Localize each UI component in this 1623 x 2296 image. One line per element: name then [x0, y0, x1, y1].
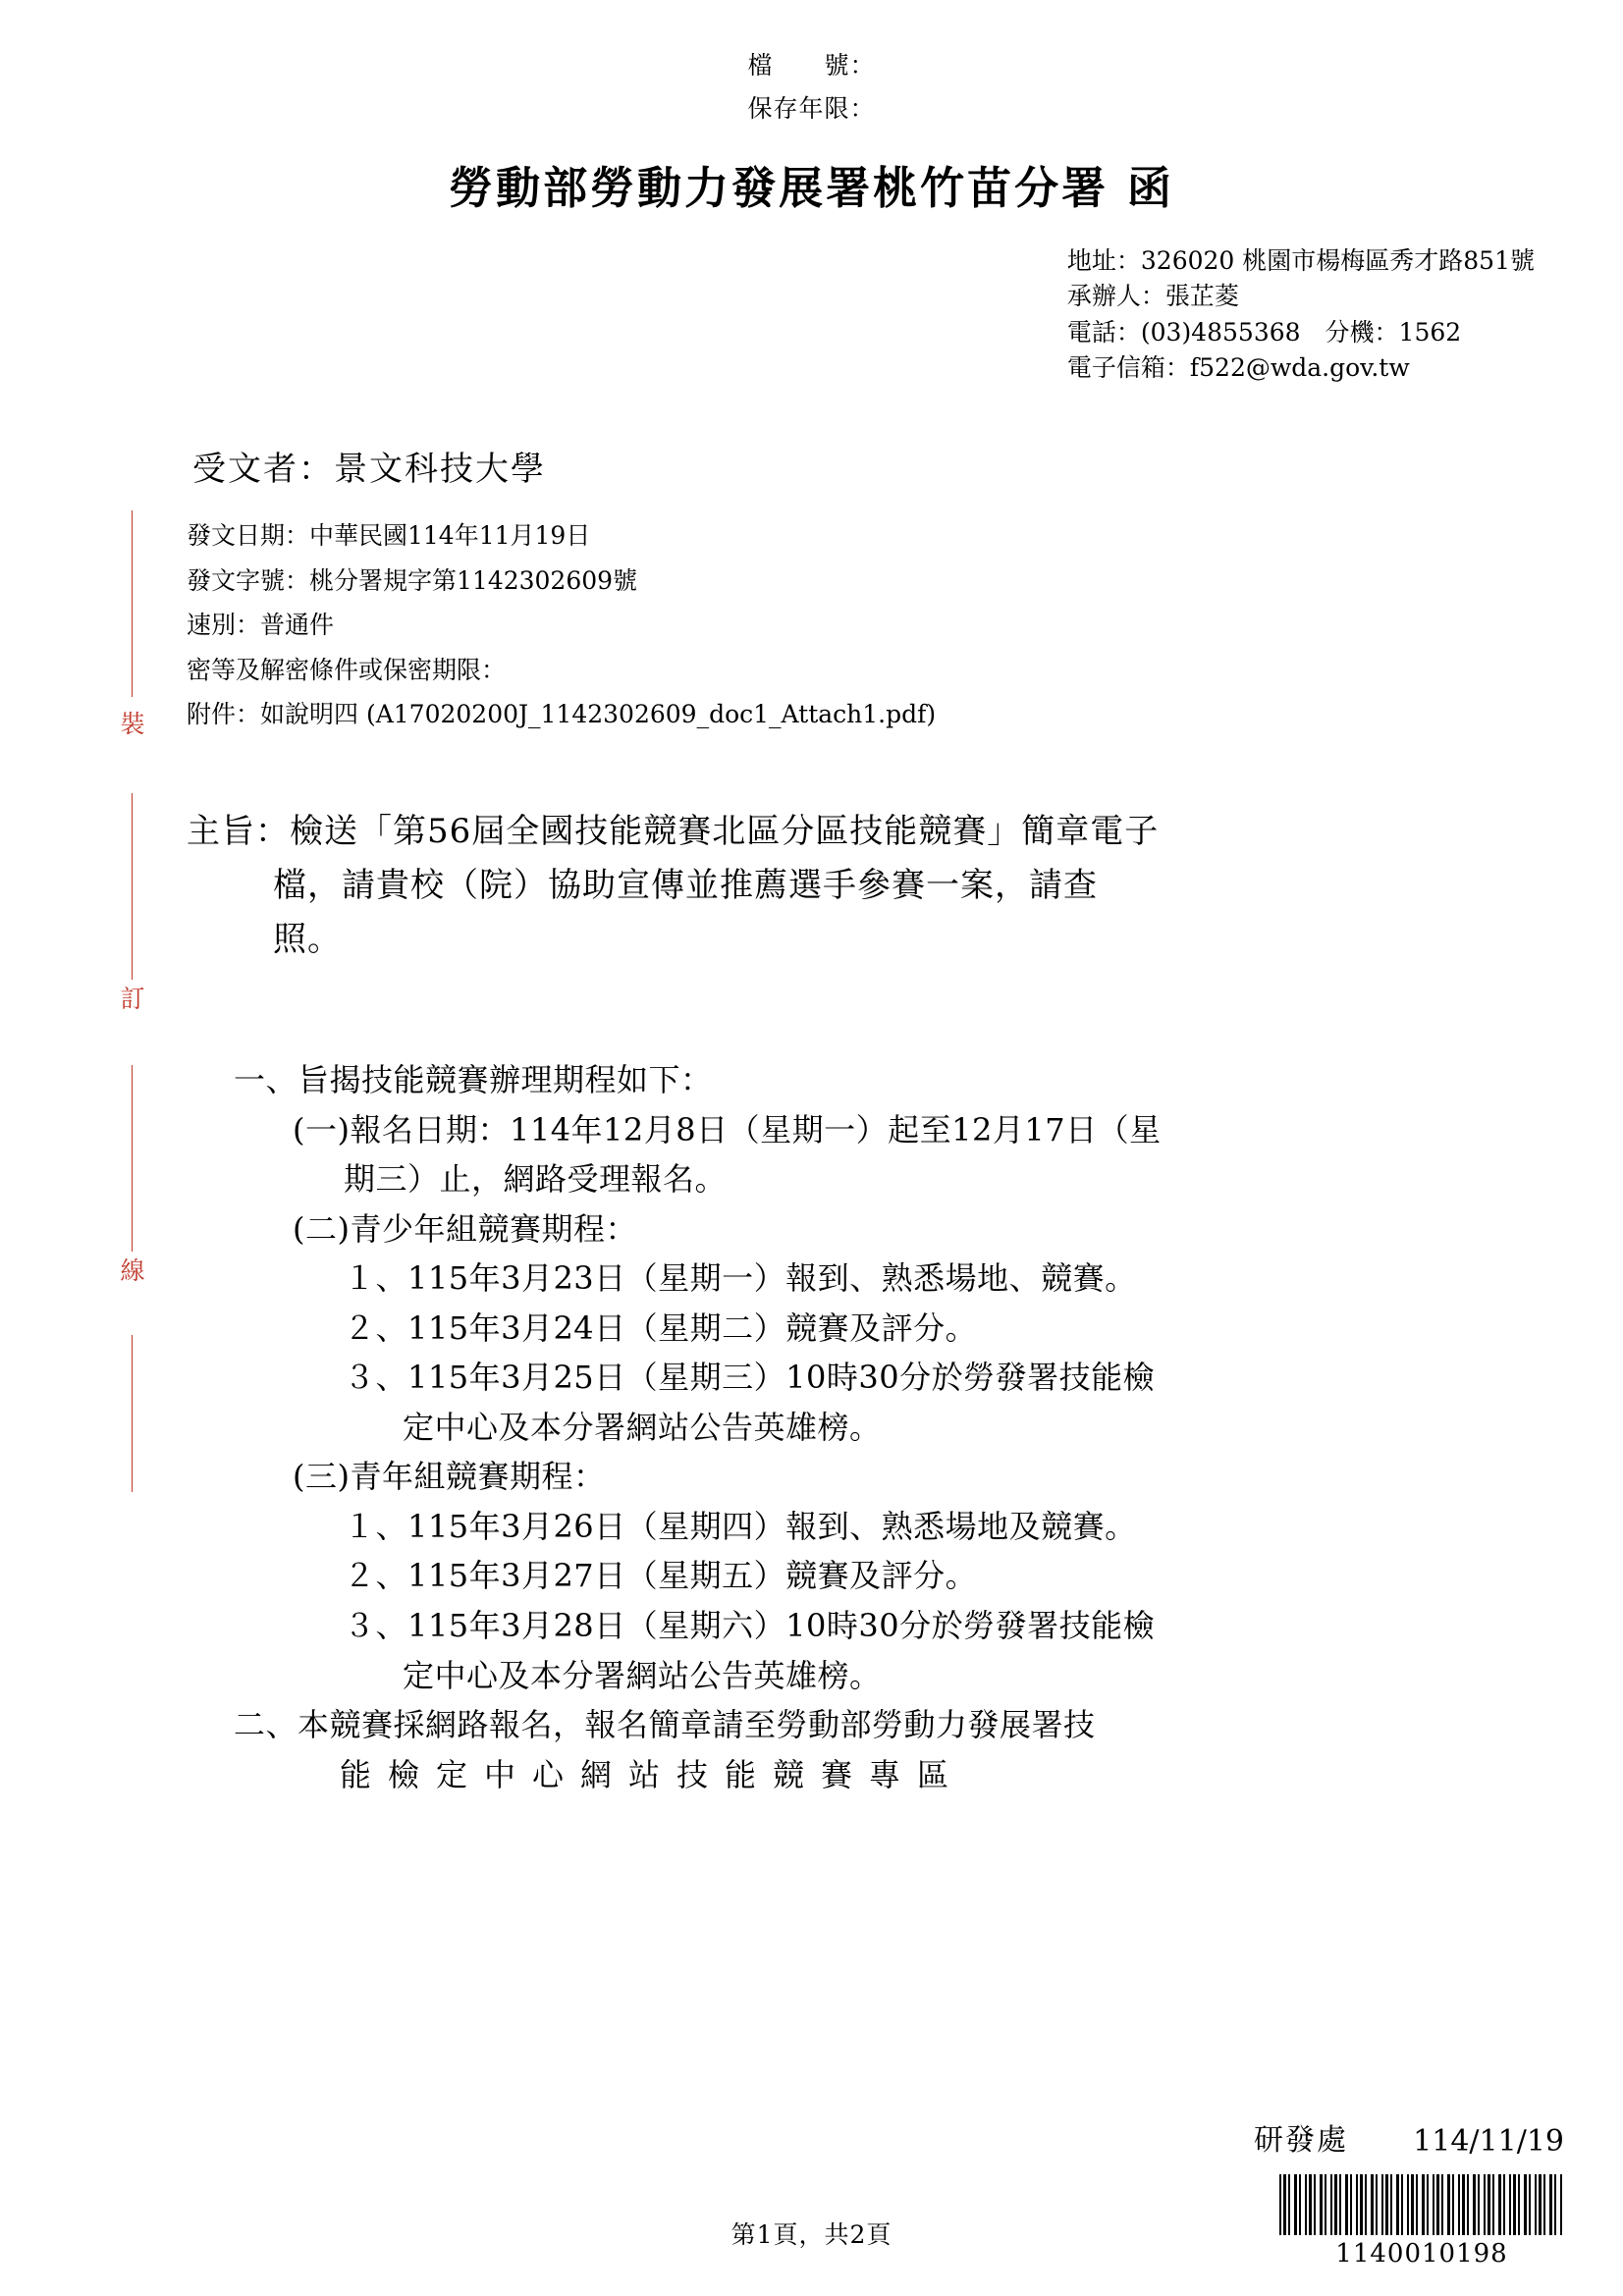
body-item-2-cont: 能檢定中心網站技能競賽專區 [340, 1755, 966, 1793]
body-item-1: 一、旨揭技能競賽辦理期程如下： [234, 1061, 713, 1098]
body-item-1-2-1: １、115年3月23日（星期一）報到、熟悉場地、競賽。 [344, 1259, 1137, 1298]
barcode-number: 1140010198 [1335, 2239, 1508, 2269]
body-item-1-3: (三)青年組競賽期程： [293, 1458, 606, 1496]
binding-rule-4 [132, 1335, 133, 1492]
subject-line-1: 主旨：檢送「第56屆全國技能競賽北區分區技能競賽」簡章電子 [187, 812, 1160, 851]
body-item-1-3-1: １、115年3月26日（星期四）報到、熟悉場地及競賽。 [344, 1507, 1137, 1545]
body-item-1-3-3-text: ３、115年3月28日（星期六）10時30分於勞發署技能檢 [344, 1607, 1156, 1645]
binding-mark-xian: 線 [120, 1256, 145, 1285]
agency-email: 電子信箱：f522@wda.gov.tw [1066, 352, 1410, 382]
archive-number-label: 檔 號： [747, 51, 876, 80]
attachment-line: 附件：如說明四 (A17020200J_1142302609_doc1_Attach1.pdf) [187, 700, 937, 728]
body-item-1-3-2: ２、115年3月27日（星期五）競賽及評分。 [344, 1557, 978, 1595]
binding-rule-1 [132, 510, 133, 697]
body-item-1-3-3-cont: 定中心及本分署網站公告英雄榜。 [403, 1656, 882, 1694]
body-item-1-2-3 [187, 1353, 1453, 1452]
agency-officer: 承辦人：張芷菱 [1066, 282, 1239, 311]
document-number: 發文字號：桃分署規字第1142302609號 [187, 565, 638, 595]
page-title: 勞動部勞動力發展署桃竹苗分署 函 [449, 162, 1174, 214]
binding-marks [116, 510, 149, 1492]
body-item-1-1-text: (一)報名日期：114年12月8日（星期一）起至12月17日（星 [293, 1110, 1162, 1148]
agency-phone: 電話：(03)4855368 分機：1562 [1066, 317, 1462, 347]
agency-contact-block [1067, 243, 1535, 386]
archive-header [0, 44, 1623, 131]
retention-period-label: 保存年限： [747, 93, 876, 123]
subject-line-2: 檔，請貴校（院）協助宣傳並推薦選手參賽一案，請查 [273, 866, 1098, 906]
secrecy-level: 密等及解密條件或保密期限： [187, 655, 507, 684]
body-item-1-2-2: ２、115年3月24日（星期二）競賽及評分。 [344, 1308, 978, 1347]
body-item-1-1 [187, 1105, 1453, 1204]
binding-rule-3 [132, 1065, 133, 1252]
document-meta [187, 513, 936, 737]
body-item-1-2-3-cont: 定中心及本分署網站公告英雄榜。 [403, 1408, 882, 1446]
subject-section [187, 805, 1448, 967]
speed-category: 速別：普通件 [187, 611, 335, 639]
body-item-2 [187, 1700, 1453, 1799]
stamp-date: 114/11/19 [1413, 2124, 1564, 2159]
binding-mark-zhuang: 裝 [120, 710, 145, 738]
body-item-1-2-3-text: ３、115年3月25日（星期三）10時30分於勞發署技能檢 [344, 1359, 1156, 1397]
body-section [187, 1055, 1453, 1799]
body-item-1-3-3 [187, 1601, 1453, 1700]
binding-rule-2 [132, 793, 133, 980]
recipient-line: 受文者：景文科技大學 [192, 450, 546, 489]
department-stamp: 研發處 [1254, 2123, 1348, 2158]
body-item-1-1-cont: 期三）止，網路受理報名。 [344, 1160, 728, 1199]
subject-line-3: 照。 [273, 920, 342, 960]
issue-date: 發文日期：中華民國114年11月19日 [187, 521, 591, 550]
body-item-2-text: 二、本競賽採網路報名，報名簡章請至勞動部勞動力發展署技 [234, 1706, 1096, 1744]
page-number: 第1頁，共2頁 [730, 2220, 893, 2249]
binding-mark-ding: 訂 [120, 985, 145, 1013]
agency-address: 地址：326020 桃園市楊梅區秀才路851號 [1066, 246, 1535, 275]
body-item-1-2: (二)青少年組競賽期程： [293, 1209, 637, 1248]
